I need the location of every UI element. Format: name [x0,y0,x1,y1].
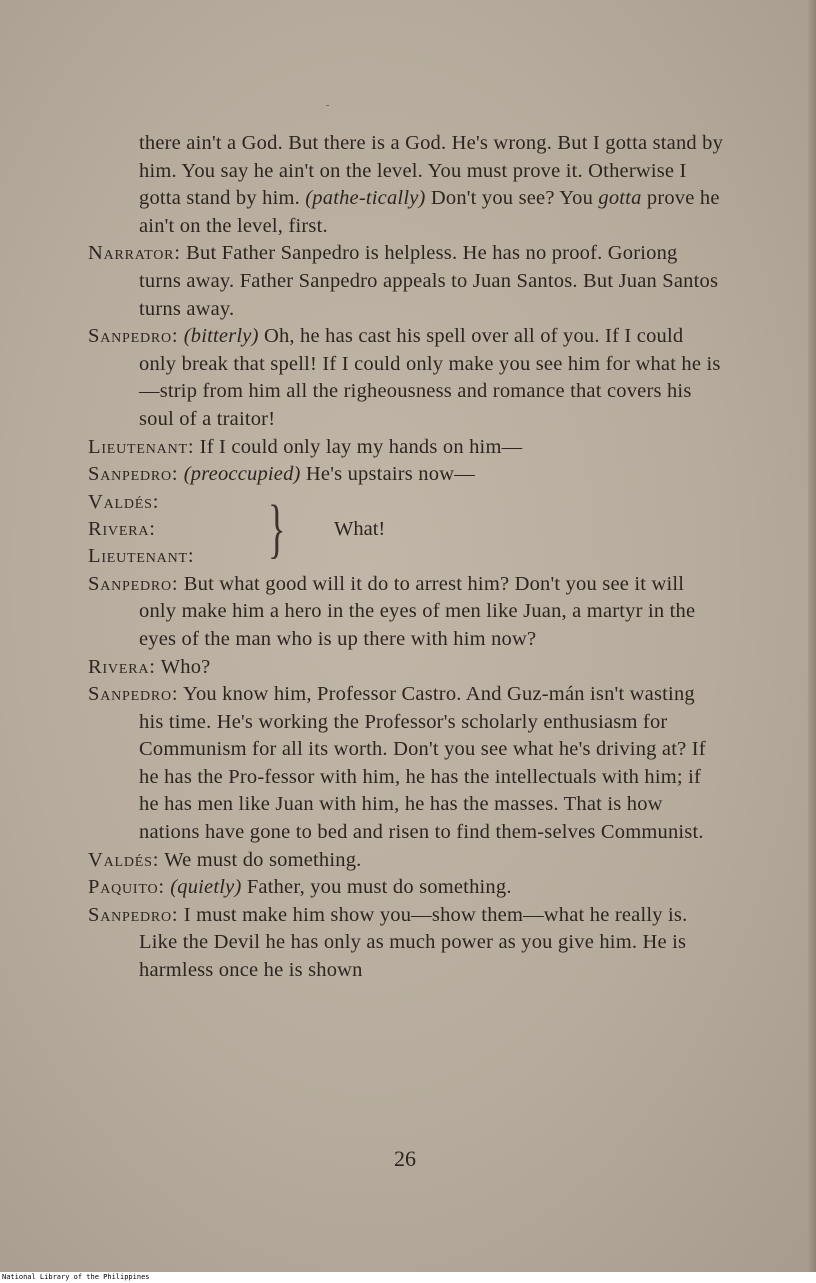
speech-text: Who? [160,655,211,678]
speech-rivera [88,654,724,682]
speech-sanpedro [88,902,724,985]
speaker-name: Sanpedro: [88,903,179,926]
speaker-name: Sanpedro: [88,325,179,348]
ink-speck: - [326,100,330,111]
emphasis: gotta [598,187,642,210]
speech-text: I must make him show you—show them—what he really is. Like the Devil he has only as much power as you give him. He is harmless once he is shown [139,903,688,982]
speech-text: If I could only lay my hands on him— [199,435,523,458]
speech-sanpedro [88,571,724,654]
speaker-name: Paquito: [88,876,165,899]
speech-text: Father, you must do something. [246,876,512,899]
speech-text: But what good will it do to arrest him? Don't you see it will only make him a hero in the eyes of men like Juan, a martyr in the eyes of the man who is up there with him now? [139,572,696,650]
speech-sanpedro [88,681,724,847]
stage-direction: (bitterly) [183,325,259,348]
play-text [88,130,724,985]
stage-direction: (quietly) [170,876,242,899]
speaker-name: Valdés: [88,848,160,871]
page-edge [808,0,816,1283]
group-speech [88,489,724,571]
speech-sanpedro [88,461,724,489]
stage-direction: (preoccupied) [183,463,301,486]
speech-text: What! [334,517,386,540]
speaker-name: Valdés: [88,490,160,513]
library-credit: National Library of the Philippines [0,1272,816,1283]
speech-valdes [88,847,724,875]
speech-lieutenant [88,434,724,462]
page-number: 26 [394,1146,416,1171]
speech-text: But Father Sanpedro is helpless. He has no proof. Goriong turns away. Father Sanpedro appeals to Juan Santos. But Juan Santos turns away. [139,242,719,320]
speech-text: Oh, he has cast his spell over all of you. If I could only break that spell! If I could only make you see him for what he is—strip from him all the righeousness and romance that covers his soul of a traitor! [139,325,721,430]
speaker-name: Sanpedro: [88,572,179,595]
speech-narrator [88,240,724,323]
speaker-name: Sanpedro: [88,463,179,486]
speaker-name: Rivera: [88,655,156,678]
speaker-name: Rivera: [88,517,156,540]
speaker-name: Sanpedro: [88,683,179,706]
brace: } [268,491,286,565]
speech-text: We must do something. [164,848,362,871]
continued-speech: there ain't a God. But there is a God. He's wrong. But I gotta stand by him. You say he ain't on the level. You must prove it. Otherwise I gotta stand by him. (pathe-tically) Don't you see? You gotta prove he ain't on the level, first. [139,132,724,237]
speech-text: He's upstairs now— [305,463,475,486]
speech-text: You know him, Professor Castro. And Guz-mán isn't wasting his time. He's working the Professor's scholarly enthusiasm for Communism for all its worth. Don't you see what he's driving at? If he has the Pro-fessor with him, he has the intellectuals with him; if he has men like Juan with him, he has the masses. That is how nations have gone to bed and risen to find them-selves Communist. [139,683,706,844]
speech-paquito [88,874,724,902]
stage-direction: (pathe-tically) [305,187,426,210]
speech-sanpedro [88,323,724,433]
speaker-name: Lieutenant: [88,544,195,567]
speaker-name: Narrator: [88,242,181,265]
speaker-name: Lieutenant: [88,435,195,458]
